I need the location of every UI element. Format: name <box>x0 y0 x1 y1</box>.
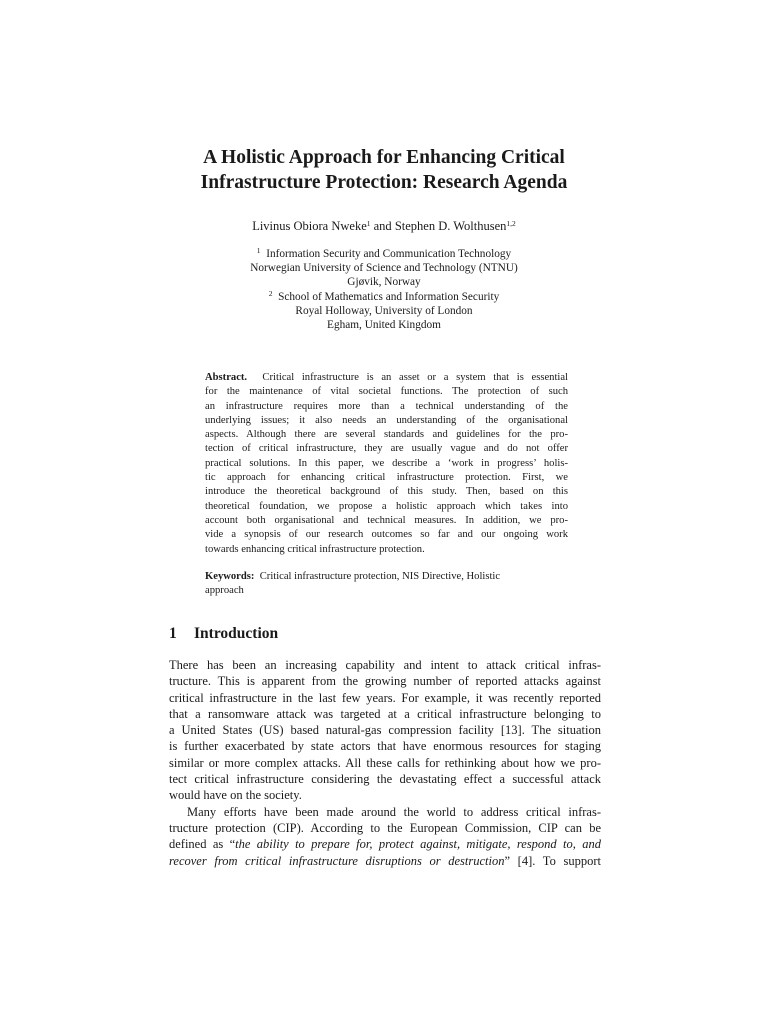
body-line <box>169 836 601 852</box>
abstract-text: Critical infrastructure is an asset or a system that is essential <box>262 372 568 383</box>
affiliation-text: Information Security and Communication Technology <box>266 248 512 260</box>
keywords-text: Critical infrastructure protection, NIS Directive, Holistic <box>259 571 501 582</box>
author-conjunction: and <box>373 219 392 233</box>
title-line: Infrastructure Protection: Research Agenda <box>200 172 568 193</box>
affiliation-line <box>120 275 648 289</box>
section-title: Introduction <box>194 625 279 642</box>
affiliation-text: Norwegian University of Science and Technology (NTNU) <box>250 262 518 275</box>
abstract-label: Abstract. <box>205 372 248 383</box>
abstract-line: an infrastructure requires more than a technical understanding of the <box>205 400 568 412</box>
body-line: is further exacerbated by state actors that have enormous resources for staging <box>169 739 601 754</box>
abstract-line: towards enhancing critical infrastructure protection. <box>205 543 425 555</box>
body-line: a United States (US) based natural-gas compression facility [13]. The situation <box>169 723 601 738</box>
affiliation-line <box>120 261 648 275</box>
affiliation-text: Egham, United Kingdom <box>327 319 441 332</box>
paper-title <box>150 145 618 195</box>
abstract-line <box>205 371 568 385</box>
quoted-definition: recover from critical infrastructure disruptions or destruction <box>169 853 505 868</box>
affiliation-text: Gjøvik, Norway <box>347 276 421 289</box>
body-line: There has been an increasing capability and intent to attack critical infras- <box>169 658 601 672</box>
abstract-line: underlying issues; it also needs an understanding of the organisational <box>205 414 568 426</box>
body-text-run: ” [4]. To support <box>504 853 601 868</box>
abstract-line: for the maintenance of vital societal functions. The protection of such <box>205 386 568 398</box>
abstract-line: theoretical foundation, we propose a holistic approach which takes into <box>205 500 568 512</box>
section-number: 1 <box>169 625 177 642</box>
body-line: similar or more complex attacks. All these calls for rethinking about how we pro- <box>169 755 601 770</box>
abstract-line: account both organisational and technical measures. In addition, we pro- <box>205 514 568 526</box>
title-line: A Holistic Approach for Enhancing Critical <box>203 147 565 168</box>
affiliation-text: School of Mathematics and Information Security <box>278 290 500 303</box>
body-line: would have on the society. <box>169 788 302 803</box>
body-line <box>169 853 601 869</box>
abstract-line: vide a synopsis of our research outcomes so far and our ongoing work <box>205 529 568 541</box>
body-line: tect critical infrastructure considering the devastating effect a successful attack <box>169 772 601 787</box>
affiliation-marker: 1 <box>256 246 261 255</box>
body-text <box>169 657 601 869</box>
body-line: tructure. This is apparent from the growing number of reported attacks against <box>169 674 601 689</box>
affiliation-line <box>120 318 648 332</box>
affiliation-line <box>120 290 648 304</box>
abstract-line: tic approach for enhancing critical infrastructure protection. First, we <box>205 472 568 484</box>
abstract <box>205 371 568 557</box>
body-line: tructure protection (CIP). According to the European Commission, CIP can be <box>169 820 601 835</box>
body-line: critical infrastructure in the last few years. For example, it was recently reported <box>169 690 601 705</box>
section-heading <box>169 624 599 644</box>
affiliations <box>120 247 648 332</box>
author-affiliation-marker: 1,2 <box>506 219 516 228</box>
author-name: Livinus Obiora Nweke <box>252 219 367 233</box>
keywords-label: Keywords: <box>205 571 255 582</box>
abstract-line: practical solutions. In this paper, we describe a ‘work in progress’ holis- <box>205 457 568 469</box>
abstract-line: tection of critical infrastructure, they are usually vague and do not offer <box>205 443 568 455</box>
body-line: Many efforts have been made around the world to address critical infras- <box>187 804 601 819</box>
author-name: Stephen D. Wolthusen <box>394 219 507 233</box>
abstract-line: introduce the theoretical background of this study. Then, based on this <box>205 486 568 498</box>
body-line: that a ransomware attack was targeted at a critical infrastructure belonging to <box>169 706 601 721</box>
affiliation-line <box>120 304 648 318</box>
body-text-run: defined as “ <box>169 837 236 852</box>
keywords-line: approach <box>205 585 244 597</box>
author-affiliation-marker: 1 <box>366 219 371 228</box>
keywords <box>205 570 568 599</box>
affiliation-marker: 2 <box>268 288 273 298</box>
affiliation-line <box>120 247 648 261</box>
keywords-line <box>205 570 568 584</box>
affiliation-text: Royal Holloway, University of London <box>295 304 473 317</box>
abstract-line: aspects. Although there are several standards and guidelines for the pro- <box>205 429 568 441</box>
author-list <box>120 218 648 234</box>
quoted-definition: the ability to prepare for, protect against, mitigate, respond to, and <box>235 837 601 852</box>
